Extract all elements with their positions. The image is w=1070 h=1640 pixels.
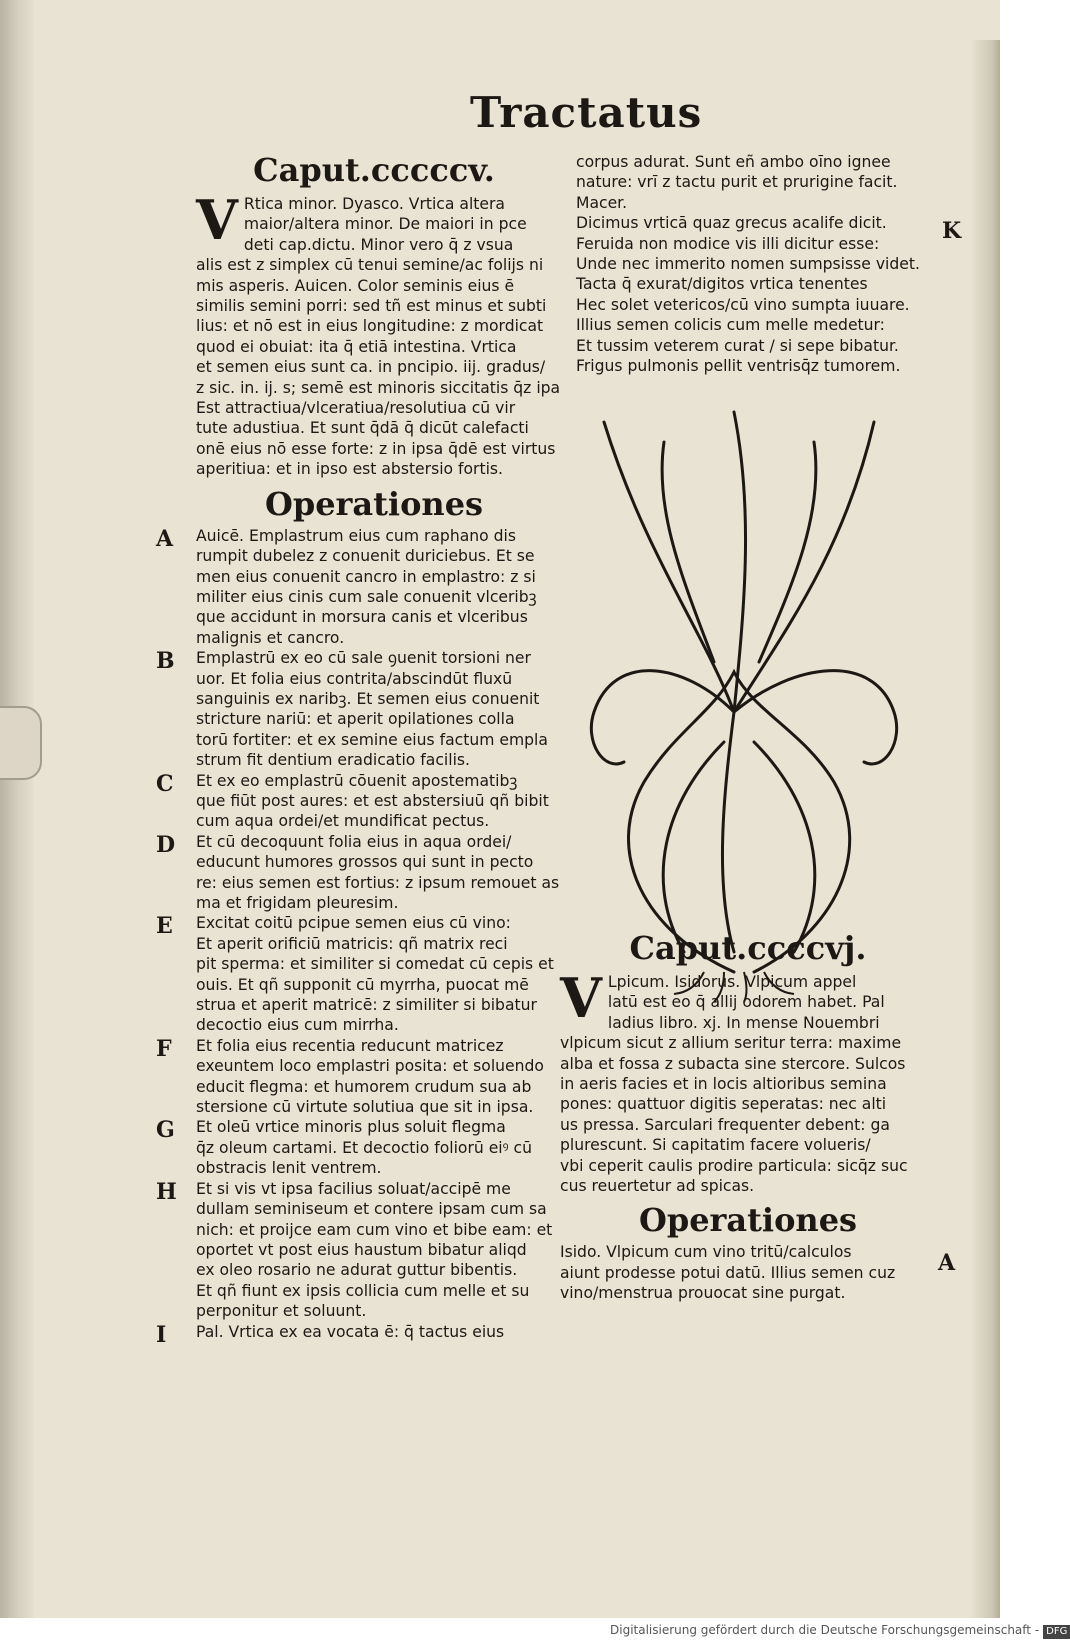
text-line: sanguinis ex naribꝫ. Et semen eius conuenit: [196, 689, 540, 708]
text-line: Hec solet vetericos/cū vino sumpta iuuare.: [576, 295, 910, 314]
text-line: Est attractiua/vlceratiua/resolutiua cū vir: [196, 399, 516, 418]
text-line: que accidunt in morsura canis et vlceribus: [196, 608, 528, 627]
text-line: latū est eo q̄ allij odorem habet. Pal: [607, 993, 885, 1012]
text-line: Macer.: [576, 193, 628, 212]
continuation-text: [576, 152, 936, 213]
text-line: ma et frigidam pleuresim.: [196, 894, 399, 912]
text-line: aperitiua: et in ipso est abstersio fortis.: [196, 460, 503, 479]
text-line: educit flegma: et humorem crudum sua ab: [196, 1077, 532, 1096]
left-column: [156, 151, 561, 1348]
text-line: militer eius cinis cum sale conuenit vlceribꝫ: [196, 587, 537, 606]
margin-letter: H: [156, 1178, 177, 1205]
text-line: re: eius semen est fortius: z ipsum remouet as: [196, 873, 560, 892]
text-line: obstracis lenit ventrem.: [196, 1159, 382, 1178]
operation-section: [156, 1178, 553, 1322]
verse-block: [576, 213, 936, 376]
operations-heading-left: Operationes: [264, 484, 484, 523]
footer-text: Digitalisierung gefördert durch die Deutsche Forschungsgemeinschaft -: [610, 1623, 1040, 1637]
text-line: Et si vis vt ipsa facilius soluat/accipē me: [196, 1179, 511, 1198]
operation-section: [156, 525, 552, 648]
operation-section: [156, 913, 554, 1035]
operations-text-right: [560, 1242, 936, 1303]
text-line: Et tussim veterem curat / si sepe bibatur.: [576, 336, 899, 355]
text-line: Emplastrū ex eo cū sale ꝯuenit torsioni ner: [196, 649, 531, 668]
text-line: pones: quattuor digitis seperatas: nec alti: [560, 1095, 887, 1114]
margin-letter: I: [156, 1321, 167, 1348]
text-line: vbi ceperit caulis prodire particula: sicq̄z suc: [560, 1156, 908, 1175]
text-line: exeuntem loco emplastri posita: et soluendo: [196, 1057, 544, 1076]
text-line: Unde nec immerito nomen sumpsisse videt.: [576, 255, 920, 274]
intro-paragraph-left: [196, 188, 561, 480]
text-line: stersione cū virtute solutiua que sit in ipsa.: [196, 1098, 534, 1117]
operation-section: [156, 648, 552, 770]
text-line: Illius semen colicis cum melle medetur:: [576, 316, 885, 335]
right-column: [576, 152, 936, 376]
garlic-plant-woodcut-icon: [584, 412, 904, 972]
operation-section: [156, 1321, 552, 1348]
text-line: rumpit dubelez z conuenit duriciebus. Et se: [196, 547, 535, 566]
text-line: malignis et cancro.: [196, 628, 345, 647]
book-gutter-left: [0, 0, 34, 1618]
text-line: onē eius nō esse forte: z in ipsa q̄dē est virtus: [196, 439, 556, 458]
text-line: Rtica minor. Dyasco. Vrtica altera: [243, 195, 505, 213]
chapter-heading-left: Caput.cccccv.: [253, 151, 495, 189]
text-line: alis est z simplex cū tenui semine/ac folijs ni: [196, 256, 544, 275]
text-line: ladius libro. xj. In mense Nouembri: [607, 1013, 880, 1032]
margin-letter: D: [156, 831, 176, 858]
operations-heading-right: Operationes: [638, 1201, 858, 1240]
text-line: uor. Et folia eius contrita/abscindūt fluxū: [196, 669, 513, 688]
text-line: Auicē. Emplastrum eius cum raphano dis: [196, 526, 517, 545]
text-line: plurescunt. Si capitatim facere volueris/: [560, 1136, 871, 1155]
text-line: vlpicum sicut z allium seritur terra: maxime: [560, 1034, 902, 1053]
intro-paragraph-right: [560, 966, 936, 1196]
text-line: Et qñ fiunt ex ipsis collicia cum melle et su: [196, 1281, 530, 1300]
text-line: us pressa. Sarculari frequenter debent: ga: [560, 1115, 890, 1134]
margin-letter: C: [156, 770, 174, 797]
text-line: corpus adurat. Sunt eñ ambo oīno ignee: [576, 153, 891, 171]
text-line: aiunt prodesse potui datū. Illius semen cuz: [560, 1263, 896, 1282]
text-line: Feruida non modice vis illi dicitur esse:: [576, 234, 880, 253]
margin-letter: A: [156, 525, 174, 552]
drop-cap-left: V: [196, 188, 238, 252]
book-page-edge-right: [972, 40, 1000, 1618]
text-line: nature: vrī z tactu purit et prurigine facit.: [576, 173, 898, 192]
text-line: alba et fossa z subacta sine stercore. Sulcos: [560, 1054, 906, 1073]
text-line: Et cū decoquunt folia eius in aqua ordei/: [196, 832, 512, 851]
text-line: tute adustiua. Et sunt q̄dā q̄ dicūt calefacti: [196, 419, 529, 438]
text-line: strua et aperit matricē: z similiter si bibatur: [196, 996, 537, 1015]
text-line: decoctio eius cum mirrha.: [196, 1016, 399, 1035]
text-line: men eius conuenit cancro in emplastro: z si: [196, 567, 536, 586]
text-line: quod ei obuiat: ita q̄ etiā intestina. Vrtica: [196, 337, 517, 356]
text-line: que fiūt post aures: et est abstersiuū qñ bibit: [196, 791, 549, 810]
chapter-heading-right: Caput.ccccvj.: [629, 929, 867, 967]
text-line: Tacta q̄ exurat/digitos vrtica tenentes: [576, 275, 868, 294]
text-line: perponitur et soluunt.: [196, 1302, 367, 1321]
text-line: Et oleū vrtice minoris plus soluit flegma: [196, 1118, 506, 1137]
text-line: cum aqua ordei/et mundificat pectus.: [196, 812, 490, 831]
text-line: Excitat coitū pcipue semen eius cū vino:: [196, 914, 511, 933]
text-line: mis asperis. Auicen. Color seminis eius ē: [196, 276, 515, 295]
operation-section: [156, 1035, 552, 1118]
margin-letter: G: [156, 1117, 175, 1144]
text-line: maior/altera minor. De maiori in pce: [243, 215, 527, 234]
text-line: Lpicum. Isidorus. Vlpicum appel: [607, 973, 857, 991]
margin-letter: B: [156, 648, 175, 675]
text-line: lius: et nō est in eius longitudine: z mordicat: [196, 317, 544, 336]
margin-letter: F: [156, 1035, 172, 1062]
text-line: similis semini porri: sed tñ est minus et subti: [196, 297, 547, 316]
dfg-logo: DFG: [1043, 1625, 1070, 1639]
text-line: Et folia eius recentia reducunt matricez: [196, 1036, 504, 1055]
text-line: Frigus pulmonis pellit ventrisq̄z tumorem.: [576, 357, 901, 376]
text-line: Et ex eo emplastrū cōuenit apostematibꝫ: [196, 771, 518, 790]
text-line: oportet vt post eius haustum bibatur aliqd: [196, 1240, 527, 1259]
running-title: Tractatus: [470, 88, 703, 137]
text-line: dullam seminiseum et contere ipsam cum sa: [196, 1200, 547, 1219]
text-line: Pal. Vrtica ex ea vocata ē: q̄ tactus eius: [196, 1322, 505, 1341]
right-column-lower: [560, 930, 936, 1304]
text-line: vino/menstrua prouocat sine purgat.: [560, 1284, 846, 1303]
text-line: strum fit dentium eradicatio facilis.: [196, 751, 470, 770]
text-line: Dicimus vrticā quaz grecus acalife dicit.: [576, 214, 887, 233]
text-line: q̄z oleum cartami. Et decoctio foliorū eiꝰ cū: [196, 1138, 533, 1157]
margin-letter-k: K: [942, 218, 962, 244]
text-line: stricture nariū: et aperit opilationes colla: [196, 710, 515, 729]
text-line: deti cap.dictu. Minor vero q̄ z vsua: [243, 235, 514, 254]
text-line: torū fortiter: et ex semine eius factum empla: [196, 730, 548, 749]
text-line: ouis. Et qñ supponit cū myrrha, puocat mē: [196, 975, 529, 994]
margin-letter-a-right: A: [938, 1250, 956, 1276]
text-line: Isido. Vlpicum cum vino tritū/calculos: [560, 1243, 852, 1262]
text-line: ex oleo rosario ne adurat guttur bibentis.: [196, 1261, 518, 1280]
book-clamp: [0, 706, 42, 780]
text-line: nich: et proijce eam cum vino et bibe eam: et: [196, 1220, 553, 1239]
operation-section: [156, 1117, 552, 1178]
drop-cap-right: V: [560, 966, 602, 1030]
text-line: pit sperma: et similiter si comedat cū cepis et: [196, 955, 554, 974]
text-line: Et aperit orificiū matricis: qñ matrix reci: [196, 934, 508, 953]
text-line: et semen eius sunt ca. in pncipio. iij. gradus/: [196, 358, 546, 377]
operation-section: [156, 831, 560, 914]
text-line: z sic. in. ij. s; semē est minoris siccitatis q̄z ipa: [196, 378, 561, 397]
operations-sections: [156, 525, 560, 1348]
operation-section: [156, 770, 552, 832]
text-line: educunt humores grossos qui sunt in pecto: [196, 853, 534, 872]
footer-credit: [610, 1620, 1068, 1640]
text-line: cus reuertetur ad spicas.: [560, 1177, 755, 1196]
text-line: in aeris facies et in locis altioribus semina: [560, 1075, 887, 1094]
margin-letter: E: [156, 913, 173, 940]
